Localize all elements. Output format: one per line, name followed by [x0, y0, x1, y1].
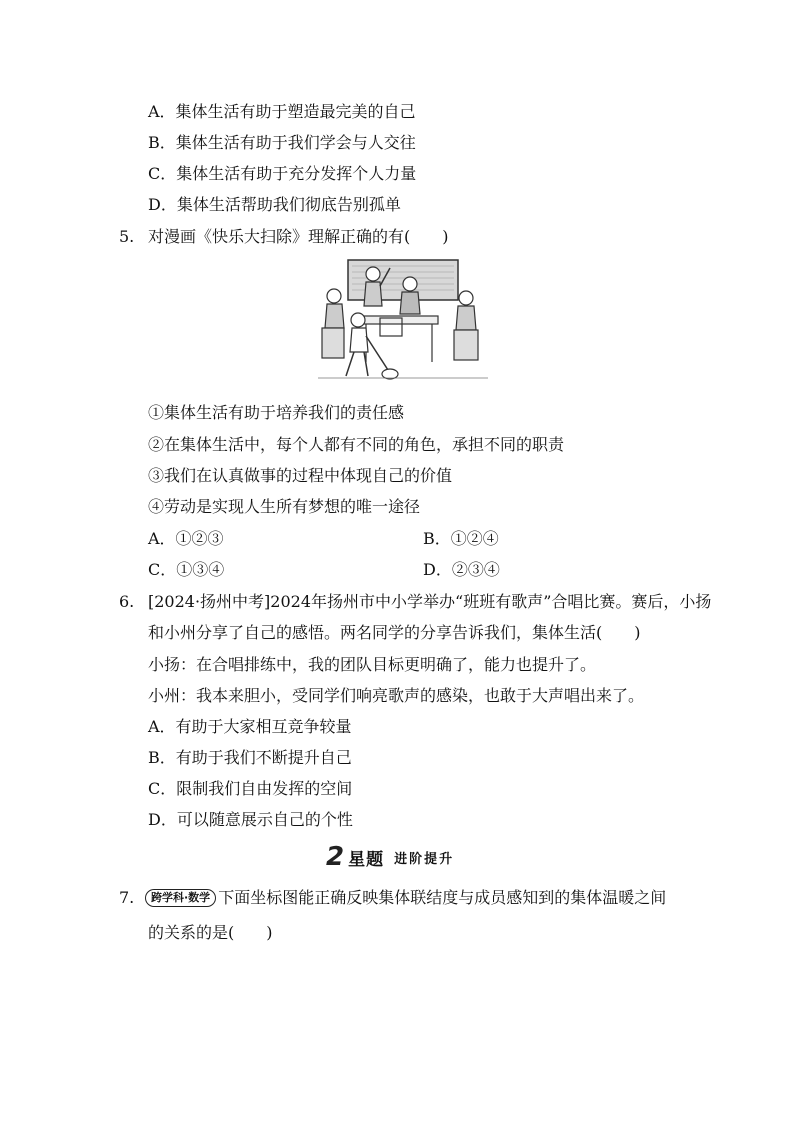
q7-stem-text: 下面坐标图能正确反映集体联结度与成员感知到的集体温暖之间	[218, 888, 667, 907]
q5-statement-3: ③我们在认真做事的过程中体现自己的价值	[148, 466, 453, 485]
q6-option-b: B．有助于我们不断提升自己	[148, 748, 352, 767]
q5-statement-2: ②在集体生活中，每个人都有不同的角色，承担不同的职责	[148, 435, 565, 454]
q6-stem-line2: 和小州分享了自己的感悟。两名同学的分享告诉我们，集体生活( )	[148, 623, 641, 642]
q6-option-a: A．有助于大家相互竞争较量	[148, 717, 352, 736]
q7-stem-line1	[145, 887, 666, 909]
q4-option-b: B．集体生活有助于我们学会与人交往	[148, 133, 416, 152]
q5-option-c: C．①③④	[148, 560, 225, 579]
section-banner-subtitle: 进阶提升	[394, 851, 455, 867]
section-banner	[326, 844, 454, 870]
q6-option-d: D．可以随意展示自己的个性	[148, 810, 353, 829]
q5-option-d: D．②③④	[423, 560, 500, 579]
q6-quote-xiaoyang: 小扬：在合唱排练中，我的团队目标更明确了，能力也提升了。	[148, 655, 597, 674]
q6-option-c: C．限制我们自由发挥的空间	[148, 779, 353, 798]
cleaning-cartoon-illustration	[318, 258, 488, 390]
q6-quote-xiaozhou: 小州：我本来胆小，受同学们响亮歌声的感染，也敢于大声唱出来了。	[148, 686, 645, 705]
q5-number: 5.	[119, 227, 135, 246]
q7-stem-line2: 的关系的是( )	[148, 923, 273, 942]
q6-stem-line1: [2024·扬州中考]2024年扬州市中小学举办“班班有歌声”合唱比赛。赛后，小扬	[148, 592, 712, 611]
q6-number: 6.	[119, 592, 135, 611]
q5-stem: 对漫画《快乐大扫除》理解正确的有( )	[148, 227, 449, 246]
q5-statement-4: ④劳动是实现人生所有梦想的唯一途径	[148, 497, 421, 516]
section-banner-label: 星题	[348, 849, 385, 870]
q5-option-a: A．①②③	[148, 529, 224, 548]
q5-option-b: B．①②④	[423, 529, 499, 548]
cross-subject-tag: 跨学科·数学	[145, 889, 216, 907]
q4-option-d: D．集体生活帮助我们彻底告别孤单	[148, 195, 401, 214]
q7-number: 7.	[119, 888, 135, 907]
q5-statement-1: ①集体生活有助于培养我们的责任感	[148, 403, 405, 422]
section-banner-number: 2	[326, 842, 345, 872]
q4-option-a: A．集体生活有助于塑造最完美的自己	[148, 102, 416, 121]
q4-option-c: C．集体生活有助于充分发挥个人力量	[148, 164, 417, 183]
